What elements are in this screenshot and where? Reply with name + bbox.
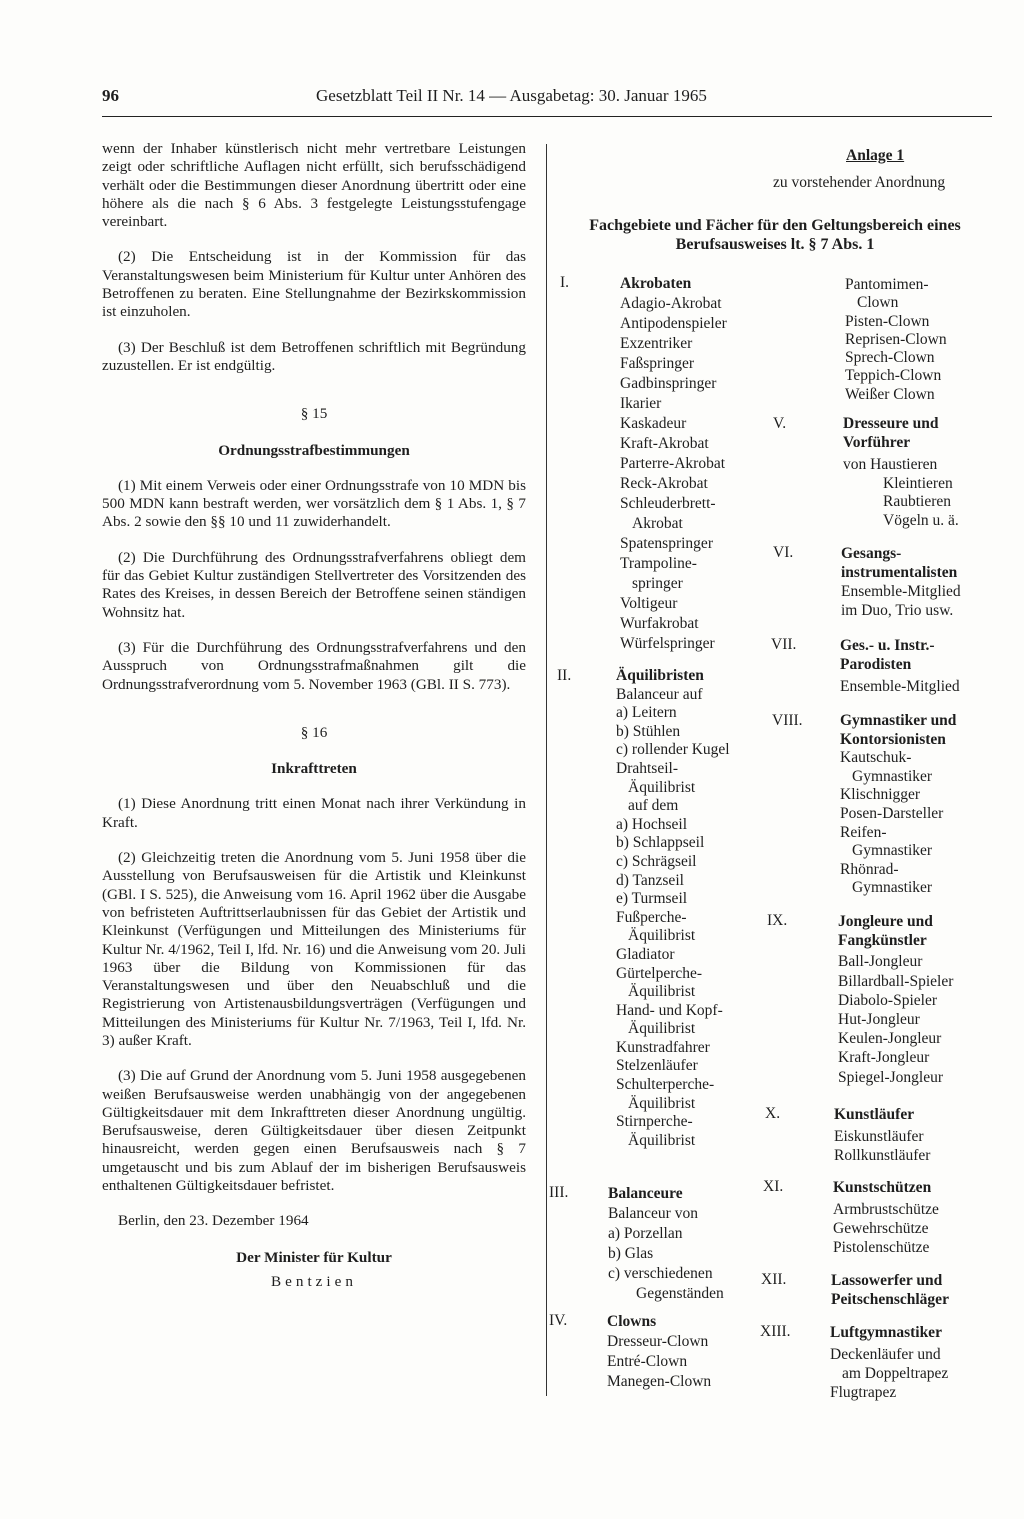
category-number: I. [560, 274, 570, 291]
list-item: Keulen-Jongleur [838, 1030, 942, 1048]
list-item: Teppich-Clown [845, 367, 942, 385]
category-number: IV. [549, 1312, 568, 1329]
list-item: Ensemble-Mitglied [841, 583, 961, 600]
list-item: c) verschiedenen [608, 1265, 713, 1282]
list-item: e) Turmseil [616, 890, 688, 908]
category-balanceure [608, 1184, 724, 1304]
paragraph: (2) Die Entscheidung ist in der Kommission für das Veranstaltungswesen beim Ministerium für Kultur unter Anhören des Betroffenen zu beraten. Eine Stellungnahme der Bezirkskommission ist einzuholen. [102, 248, 526, 321]
list-item: Rollkunstläufer [834, 1147, 931, 1164]
list-item: Äquilibrist [628, 1020, 696, 1038]
category-number: XII. [761, 1271, 787, 1288]
list-item: Äquilibrist [628, 778, 696, 796]
paragraph: (2) Gleichzeitig treten die Anordnung vom 5. Juni 1958 über die Ausstellung von Berufsausweisen für die Artistik und Kleinkunst (GBl. I S. 525), die Anweisung vom 16. April 1962 über die Ausgabe von befristeten Auftrittserlaubnissen für das Gebiet der Artistik und Kleinkunst (Verfügungen und Mitteilungen des Ministeriums für Kultur Nr. 4/1962, Teil I, lfd. Nr. 16) und die Anweisung vom 20. Juli 1963 über die Bildung von Kommissionen für das Veranstaltungswesen und über den Neuabschluß und die Registrierung von Artistenausbildungsverträgen (Verfügungen und Mitteilungen des Ministeriums für Kultur Nr. 7/1963, Teil I, lfd. Nr. 3) außer Kraft. [102, 849, 526, 1049]
category-title: Gesangs- [841, 545, 902, 562]
list-item: Posen-Darsteller [840, 804, 944, 822]
list-item: Reprisen-Clown [845, 330, 947, 348]
list-item: Reifen- [840, 823, 887, 841]
list-item: am Doppeltrapez [842, 1365, 949, 1382]
list-item: Kraft-Akrobat [620, 435, 709, 452]
list-item: Schulterperche- [616, 1076, 715, 1094]
list-item: Reck-Akrobat [620, 475, 708, 492]
list-item: a) Hochseil [616, 815, 688, 833]
signer-name: Bentzien [271, 1272, 357, 1290]
list-item: Äquilibrist [628, 1094, 696, 1112]
list-item: springer [632, 575, 683, 592]
category-title: Gymnastiker und [840, 712, 957, 729]
category-title: Akrobaten [620, 275, 692, 292]
list-item: Klischnigger [840, 786, 921, 804]
list-item: Akrobat [632, 515, 683, 532]
list-item: Äquilibrist [628, 983, 696, 1001]
list-item: Eiskunstläufer [834, 1128, 924, 1145]
section-number: § 16 [300, 723, 328, 741]
category-number: VI. [773, 544, 794, 561]
header-rule [102, 116, 992, 117]
list-item: Kaskadeur [620, 415, 687, 432]
list-item: d) Tanzseil [616, 871, 684, 889]
list-item: Stirnperche- [616, 1113, 693, 1131]
paragraph: (1) Mit einem Verweis oder einer Ordnungsstrafe von 10 MDN bis 500 MDN kann bestraft werden, wer vorsätzlich dem § 1 Abs. 1, § 7 Abs. 2 sowie den §§ 10 und 11 zuwiderhandelt. [102, 476, 526, 531]
list-item: Gewehrschütze [833, 1220, 929, 1237]
list-item: Vögeln u. ä. [883, 511, 959, 529]
category-number: II. [557, 667, 572, 684]
category-number: VII. [771, 636, 797, 653]
list-item: Gürtelperche- [616, 964, 703, 982]
list-item: Gymnastiker [852, 767, 933, 785]
paragraph: (3) Für die Durchführung des Ordnungsstrafverfahrens und den Ausspruch von Ordnungsstrafmaßnahmen gilt die Ordnungsstrafverordnung vom 5. November 1963 (GBl. II S. 773). [102, 638, 526, 693]
running-title: Gesetzblatt Teil II Nr. 14 — Ausgabetag: 30. Januar 1965 [316, 86, 707, 105]
category-title: Parodisten [840, 656, 912, 673]
category-title: Clowns [607, 1313, 657, 1330]
list-item: Faßspringer [620, 355, 695, 372]
list-item: Trampoline- [620, 555, 697, 572]
list-item: b) Glas [608, 1245, 654, 1262]
column-divider [546, 144, 547, 1396]
category-title: Lassowerfer und [831, 1272, 943, 1289]
list-item: Stelzenläufer [616, 1057, 698, 1075]
signing-date: Berlin, den 23. Dezember 1964 [118, 1212, 309, 1230]
list-item: Gegenständen [636, 1285, 724, 1302]
category-parodisten [840, 636, 960, 696]
list-item: Dresseur-Clown [607, 1333, 709, 1350]
paragraph: (3) Die auf Grund der Anordnung vom 5. Juni 1958 ausgegebenen weißen Berufsausweise werden unabhängig von der angegebenen Gültigkeitsdauer mit dem Inkrafttreten dieser Anordnung ungültig. Berufsausweise, deren Gültigkeitsdauer über diesen Zeitpunkt hinausreicht, werden gegen einen Berufsausweis nach § 7 umgetauscht und bis zum Ablauf der im bisherigen Berufsausweis enthaltenen Gültigkeitsdauer befristet. [102, 1067, 526, 1195]
list-item: Diabolo-Spieler [838, 991, 938, 1009]
list-item: Balanceur auf [616, 685, 703, 703]
list-item: von Haustieren [843, 456, 938, 473]
list-item: Schleuderbrett- [620, 495, 716, 512]
paragraph: (1) Diese Anordnung tritt einen Monat nach ihrer Verkündung in Kraft. [102, 795, 526, 831]
list-item: Balanceur von [608, 1205, 698, 1222]
category-clowns-continued [845, 276, 947, 404]
signer-title: Der Minister für Kultur [236, 1248, 392, 1266]
list-item: Pantomimen- [845, 276, 929, 293]
list-item: Fußperche- [616, 908, 687, 926]
list-item: Gadbinspringer [620, 375, 717, 392]
list-item: Parterre-Akrobat [620, 455, 726, 472]
page-number: 96 [102, 86, 119, 105]
list-item: Voltigeur [620, 595, 678, 612]
list-item: Gladiator [616, 945, 675, 963]
category-dresseure [843, 415, 959, 530]
category-title: Vorführer [843, 433, 911, 451]
list-item: b) Stühlen [616, 722, 681, 740]
annex-label: Anlage 1 [846, 147, 905, 164]
list-item: Äquilibrist [628, 1131, 696, 1149]
list-item: im Duo, Trio usw. [841, 602, 954, 619]
category-luftgymnastiker [830, 1323, 948, 1402]
category-title: Äquilibristen [616, 667, 704, 684]
paragraph: wenn der Inhaber künstlerisch nicht mehr vertretbare Leistungen zeigt oder schriftliche Auflagen nicht erfüllt, sich berufsschädigend verhält oder die Bestimmungen dieser Anordnung übertritt oder eine höhere als die nach § 6 Abs. 3 festgelegte Leistungsstufengage vereinbart. [102, 140, 526, 231]
list-item: Ensemble-Mitglied [840, 678, 960, 695]
section-title: Inkrafttreten [271, 760, 357, 778]
list-item: auf dem [628, 797, 679, 815]
category-number: IX. [767, 912, 788, 929]
list-item: Flugtrapez [830, 1384, 897, 1401]
category-title: Kunstläufer [834, 1106, 915, 1123]
category-title: Kunstschützen [833, 1179, 932, 1196]
category-gymnastiker [840, 712, 956, 898]
paragraph: (3) Der Beschluß ist dem Betroffenen schriftlich mit Begründung zuzustellen. Er ist endgültig. [102, 338, 526, 374]
list-item: Entré-Clown [607, 1353, 688, 1370]
category-kunstlaeufer [834, 1105, 930, 1165]
category-number: X. [765, 1105, 781, 1122]
list-item: Manegen-Clown [607, 1373, 712, 1390]
list-item: Kraft-Jongleur [838, 1049, 930, 1067]
list-item: Kleintieren [883, 474, 953, 492]
list-item: Hand- und Kopf- [616, 1001, 723, 1019]
category-title: Fangkünstler [838, 932, 927, 950]
category-title: instrumentalisten [841, 564, 958, 581]
category-number: VIII. [772, 712, 803, 729]
list-item: Deckenläufer und [830, 1346, 941, 1363]
category-lassowerfer [831, 1271, 949, 1309]
list-item: Sprech-Clown [845, 349, 935, 367]
list-item: Antipodenspieler [620, 315, 727, 332]
list-item: Rhönrad- [840, 860, 899, 878]
category-aequilibristen [616, 667, 730, 1150]
category-number: XIII. [760, 1323, 791, 1340]
category-title: Peitschenschläger [831, 1291, 949, 1308]
list-item: c) rollender Kugel [616, 741, 730, 759]
list-item: Spiegel-Jongleur [838, 1068, 944, 1086]
list-item: Kautschuk- [840, 749, 912, 767]
list-item: Pistolenschütze [833, 1239, 930, 1256]
annex-subtitle: zu vorstehender Anordnung [773, 174, 946, 191]
list-item: b) Schlappseil [616, 834, 705, 852]
list-item: Gymnastiker [852, 842, 933, 860]
list-item: Spatenspringer [620, 535, 713, 552]
category-title: Kontorsionisten [840, 730, 946, 748]
list-item: Clown [857, 294, 899, 312]
list-item: Ball-Jongleur [838, 953, 923, 971]
category-gesangsinstrumentalisten [841, 544, 961, 620]
list-item: Billardball-Spieler [838, 972, 954, 990]
list-item: Wurfakrobat [620, 615, 699, 632]
paragraph: (2) Die Durchführung des Ordnungsstrafverfahrens obliegt dem für das Gebiet Kultur zuständigen Stellvertreter des Vorsitzenden des Rates des Kreises, in dessen Bereich der Betroffene seinen ständigen Wohnsitz hat. [102, 548, 526, 621]
annex-title: Fachgebiete und Fächer für den Geltungsbereich eines Berufsausweises lt. § 7 Abs. 1 [589, 217, 961, 253]
page-header [102, 86, 992, 122]
list-item: Weißer Clown [845, 385, 935, 403]
category-akrobaten [620, 274, 727, 654]
list-item: Hut-Jongleur [838, 1011, 920, 1029]
list-item: Äquilibrist [628, 927, 696, 945]
category-number: V. [773, 415, 787, 432]
list-item: a) Leitern [616, 704, 677, 722]
category-title: Dresseure und [843, 415, 939, 432]
category-jongleure [838, 912, 953, 1087]
list-item: a) Porzellan [608, 1225, 683, 1242]
list-item: Gymnastiker [852, 879, 933, 897]
category-title: Luftgymnastiker [830, 1324, 942, 1341]
category-title: Jongleure und [838, 913, 933, 930]
list-item: Ikarier [620, 395, 662, 412]
list-item: Kunstradfahrer [616, 1038, 710, 1056]
list-item: Armbrustschütze [833, 1201, 939, 1218]
list-item: Exzentriker [620, 335, 693, 352]
category-kunstschuetzen [833, 1178, 939, 1257]
list-item: Raubtieren [883, 493, 952, 510]
list-item: Drahtseil- [616, 759, 678, 777]
list-item: Adagio-Akrobat [620, 295, 722, 312]
section-number: § 15 [300, 405, 328, 423]
category-number: XI. [763, 1178, 784, 1195]
category-title: Balanceure [608, 1185, 683, 1202]
list-item: c) Schrägseil [616, 852, 697, 870]
section-title: Ordnungsstrafbestimmungen [218, 441, 410, 459]
list-item: Pisten-Clown [845, 312, 930, 330]
category-number: III. [549, 1184, 569, 1201]
category-clowns [607, 1312, 711, 1392]
list-item: Würfelspringer [620, 635, 715, 652]
left-column [102, 140, 526, 1291]
category-title: Ges.- u. Instr.- [840, 637, 935, 654]
